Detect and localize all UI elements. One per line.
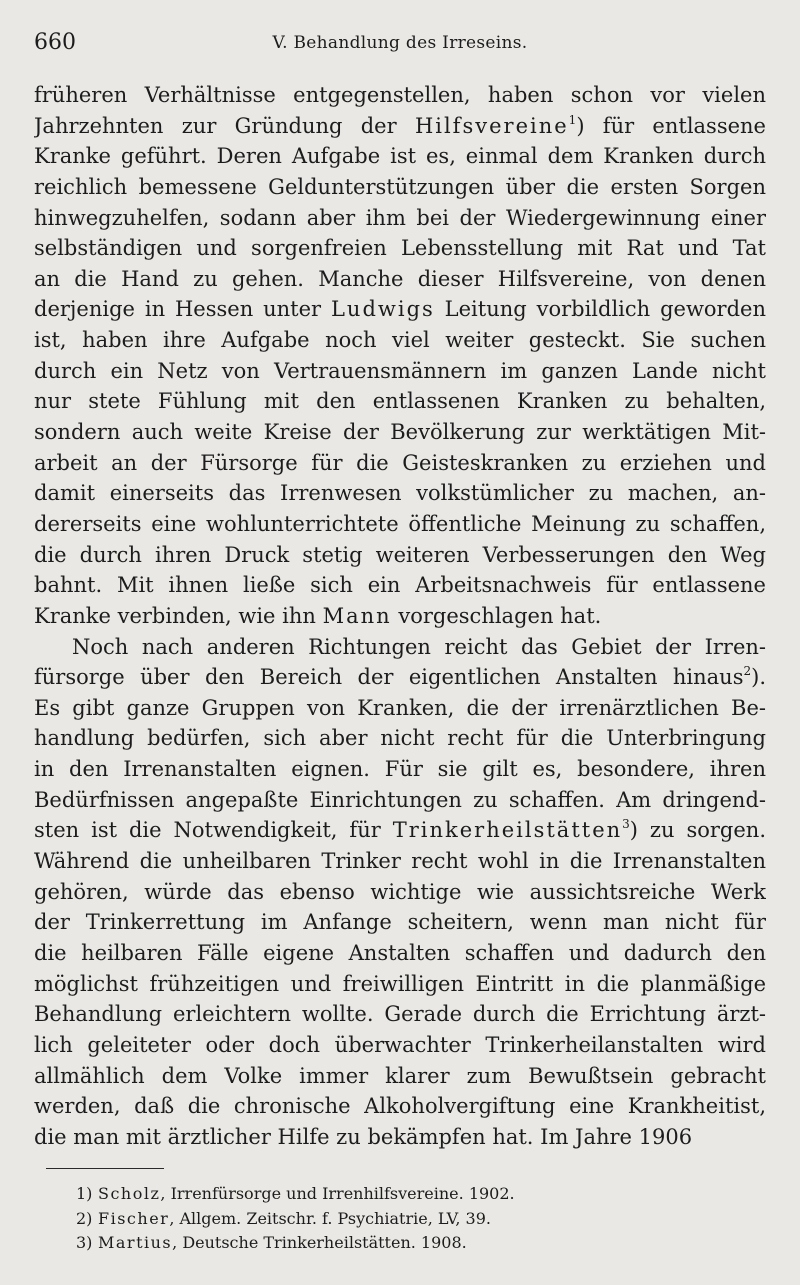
text-line: allmählich dem Volke immer klarer zum Bewußtsein gebracht [34, 1063, 766, 1088]
running-title: V. Behandlung des Irreseins. [272, 33, 528, 53]
footnote-text: , Deutsche Trinkerheilstätten. 1908. [172, 1233, 467, 1252]
text-line: ist, haben ihre Aufgabe noch viel weiter gesteckt. Sie suchen [34, 328, 766, 353]
text-line: dererseits eine wohlunterrichtete öffentliche Meinung zu schaffen, [34, 511, 766, 536]
text-line: gehören, würde das ebenso wichtige wie aussichtsreiche Werk [34, 879, 766, 904]
footnote-author: Scholz [98, 1184, 161, 1203]
text-line: der Trinkerrettung im Anfange scheitern, wenn man nicht für [34, 910, 766, 935]
text-line: sondern auch weite Kreise der Bevölkerung zur werktätigen Mit- [34, 420, 766, 445]
footnote [76, 1183, 766, 1205]
text-line: die durch ihren Druck stetig weiteren Verbesserungen den Weg [34, 542, 766, 567]
footnote-mark: 2) [76, 1208, 93, 1228]
text-line: werden, daß die chronische Alkoholvergiftung eine Krankheitist, [34, 1094, 766, 1119]
spaced-name: Mann [322, 603, 392, 628]
text-line: Während die unheilbaren Trinker recht wohl in die Irrenanstalten [34, 849, 766, 874]
text-line: reichlich bemessene Geldunterstützungen über die ersten Sorgen [34, 174, 766, 199]
footnote-ref: 2 [743, 664, 752, 679]
text-line: möglichst frühzeitigen und freiwilligen Eintritt in die planmäßige [34, 971, 766, 996]
body-text [34, 80, 766, 1152]
page-header [34, 30, 766, 62]
text-line: handlung bedürfen, sich aber nicht recht für die Unterbringung [34, 726, 766, 751]
spaced-name: Ludwigs [330, 297, 435, 322]
text-line: Behandlung erleichtern wollte. Gerade durch die Errichtung ärzt- [34, 1002, 766, 1027]
text-line: selbständigen und sorgenfreien Lebensstellung mit Rat und Tat [34, 236, 766, 261]
text-line: an die Hand zu gehen. Manche dieser Hilfsvereine, von denen [34, 266, 766, 291]
footnote [76, 1232, 766, 1254]
text-line: fürsorge über den Bereich der eigentlichen Anstalten hinaus$^2$). [34, 664, 766, 690]
footnote-rule [46, 1168, 164, 1169]
footnote-ref: 1 [568, 112, 577, 127]
text-line: hinwegzuhelfen, sodann aber ihm bei der Wiedergewinnung einer [34, 205, 766, 230]
text-line: arbeit an der Fürsorge für die Geisteskranken zu erziehen und [34, 450, 766, 475]
footnote-author: Martius [98, 1233, 173, 1252]
text-line: bahnt. Mit ihnen ließe sich ein Arbeitsnachweis für entlassene [34, 573, 766, 598]
text-line: Kranke verbinden, wie ihn Mann vorgeschlagen hat. [34, 603, 602, 628]
footnote-mark: 1) [76, 1184, 93, 1203]
footnote-author: Fischer [98, 1208, 170, 1228]
text-line: lich geleiteter oder doch überwachter Trinkerheilanstalten wird [34, 1032, 766, 1057]
text-line: Noch nach anderen Richtungen reicht das Gebiet der Irren- [72, 634, 766, 659]
page-number: 660 [34, 30, 76, 55]
text-line: in den Irrenanstalten eignen. Für sie gilt es, besondere, ihren [34, 757, 766, 782]
footnote-text: , Allgem. Zeitschr. f. Psychiatrie, LV, 39. [169, 1208, 491, 1228]
text-line: die heilbaren Fälle eigene Anstalten schaffen und dadurch den [34, 940, 766, 965]
text-line: sten ist die Notwendigkeit, für Trinkerheilstätten$^3$) zu sorgen. [34, 817, 766, 843]
text-line: durch ein Netz von Vertrauensmännern im ganzen Lande nicht [34, 358, 766, 383]
spaced-name: Hilfsvereine [414, 113, 569, 138]
spaced-name: Trinkerheilstätten [392, 818, 623, 843]
footnote-ref: 3 [622, 817, 630, 832]
footnote-mark: 3) [76, 1233, 93, 1252]
text-line: Kranke geführt. Deren Aufgabe ist es, einmal dem Kranken durch [34, 144, 766, 169]
footnote [76, 1208, 766, 1230]
text-line: früheren Verhältnisse entgegenstellen, haben schon vor vielen [34, 83, 766, 107]
text-line: damit einerseits das Irrenwesen volkstümlicher zu machen, an- [34, 481, 766, 506]
text-line: Es gibt ganze Gruppen von Kranken, die der irrenärztlichen Be- [34, 695, 766, 720]
text-line: die man mit ärztlicher Hilfe zu bekämpfen hat. Im Jahre 1906 [34, 1124, 693, 1149]
text-line: Jahrzehnten zur Gründung der Hilfsvereine$^1$) für entlassene [34, 112, 766, 138]
footnote-text: , Irrenfürsorge und Irrenhilfsvereine. 1902. [160, 1184, 515, 1203]
text-line: nur stete Fühlung mit den entlassenen Kranken zu behalten, [34, 389, 766, 414]
text-line: Bedürfnissen angepaßte Einrichtungen zu schaffen. Am dringend- [34, 787, 766, 812]
text-line: derjenige in Hessen unter Ludwigs Leitung vorbildlich geworden [34, 297, 766, 322]
